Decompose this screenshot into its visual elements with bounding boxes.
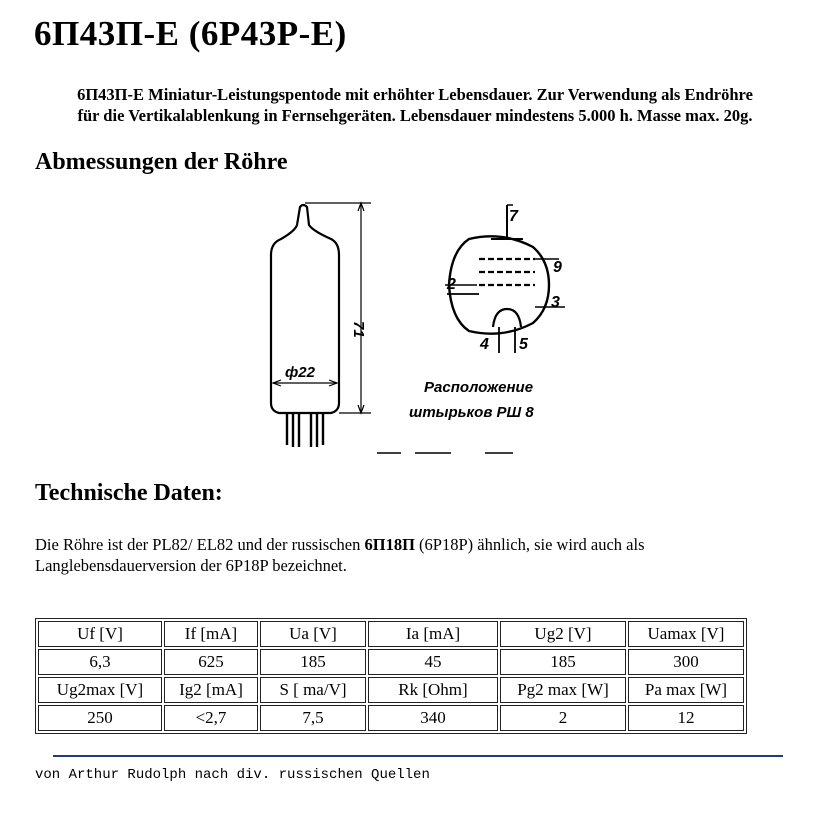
pin-label-9: 9 — [553, 259, 562, 276]
table-cell: Ua [V] — [260, 621, 366, 647]
drawing-caption-line2: штырьков РШ 8 — [409, 404, 534, 421]
table-cell: 250 — [38, 705, 162, 731]
technical-data-table — [35, 618, 747, 734]
intro-line-1: 6П43П-Е Miniatur-Leistungspentode mit erhöhter Lebensdauer. Zur Verwendung als Endröhre — [77, 85, 753, 104]
tube-outline — [271, 205, 339, 413]
paragraph-text-3: Langlebensdauerversion der 6P18P bezeichnet. — [35, 556, 347, 575]
table-cell: 12 — [628, 705, 744, 731]
table-row — [38, 621, 744, 647]
table-cell: If [mA] — [164, 621, 258, 647]
table-cell: 340 — [368, 705, 498, 731]
diameter-label: ф22 — [285, 364, 315, 381]
table-cell: Uf [V] — [38, 621, 162, 647]
table-cell: Ia [mA] — [368, 621, 498, 647]
tube-symbol — [445, 205, 565, 353]
paragraph-text-2: (6P18P) ähnlich, sie wird auch als — [414, 535, 645, 554]
table-row — [38, 649, 744, 675]
pin-label-4: 4 — [480, 336, 489, 353]
table-cell: Pa max [W] — [628, 677, 744, 703]
tube-pins — [287, 413, 323, 447]
table-cell: Uamax [V] — [628, 621, 744, 647]
credit-line: von Arthur Rudolph nach div. russischen Quellen — [35, 767, 430, 783]
pin-label-2: 2 — [447, 276, 456, 293]
technical-data-heading: Technische Daten: — [35, 480, 223, 506]
pin-label-5: 5 — [519, 336, 528, 353]
table-cell: 7,5 — [260, 705, 366, 731]
divider — [53, 755, 783, 757]
intro-line-2: für die Vertikalablenkung in Fernsehgeräten. Lebensdauer mindestens 5.000 h. Masse max. 20g. — [77, 106, 753, 125]
dimensions-heading: Abmessungen der Röhre — [35, 149, 288, 175]
paragraph-tube-name: 6П18П — [364, 535, 415, 554]
table-cell: Rk [Ohm] — [368, 677, 498, 703]
table-cell: Pg2 max [W] — [500, 677, 626, 703]
table-cell: Ig2 [mA] — [164, 677, 258, 703]
table-cell: 185 — [500, 649, 626, 675]
similarity-paragraph — [35, 534, 795, 576]
intro-text — [30, 84, 800, 126]
tube-drawing — [255, 195, 575, 457]
table-cell: 625 — [164, 649, 258, 675]
paragraph-text-1: Die Röhre ist der PL82/ EL82 und der russischen — [35, 535, 365, 554]
table-cell: 2 — [500, 705, 626, 731]
pin-label-3: 3 — [551, 294, 560, 311]
height-label: 71 — [350, 321, 367, 338]
table-cell: 300 — [628, 649, 744, 675]
drawing-caption-line1: Расположение — [424, 379, 534, 396]
table-cell: 185 — [260, 649, 366, 675]
page-title: 6П43П-Е (6P43P-E) — [34, 14, 347, 53]
table-row — [38, 677, 744, 703]
table-cell: 6,3 — [38, 649, 162, 675]
table-row — [38, 705, 744, 731]
table-cell: Ug2max [V] — [38, 677, 162, 703]
table-cell: 45 — [368, 649, 498, 675]
table-cell: Ug2 [V] — [500, 621, 626, 647]
pin-label-7: 7 — [509, 208, 518, 225]
table-cell: <2,7 — [164, 705, 258, 731]
table-cell: S [ ma/V] — [260, 677, 366, 703]
